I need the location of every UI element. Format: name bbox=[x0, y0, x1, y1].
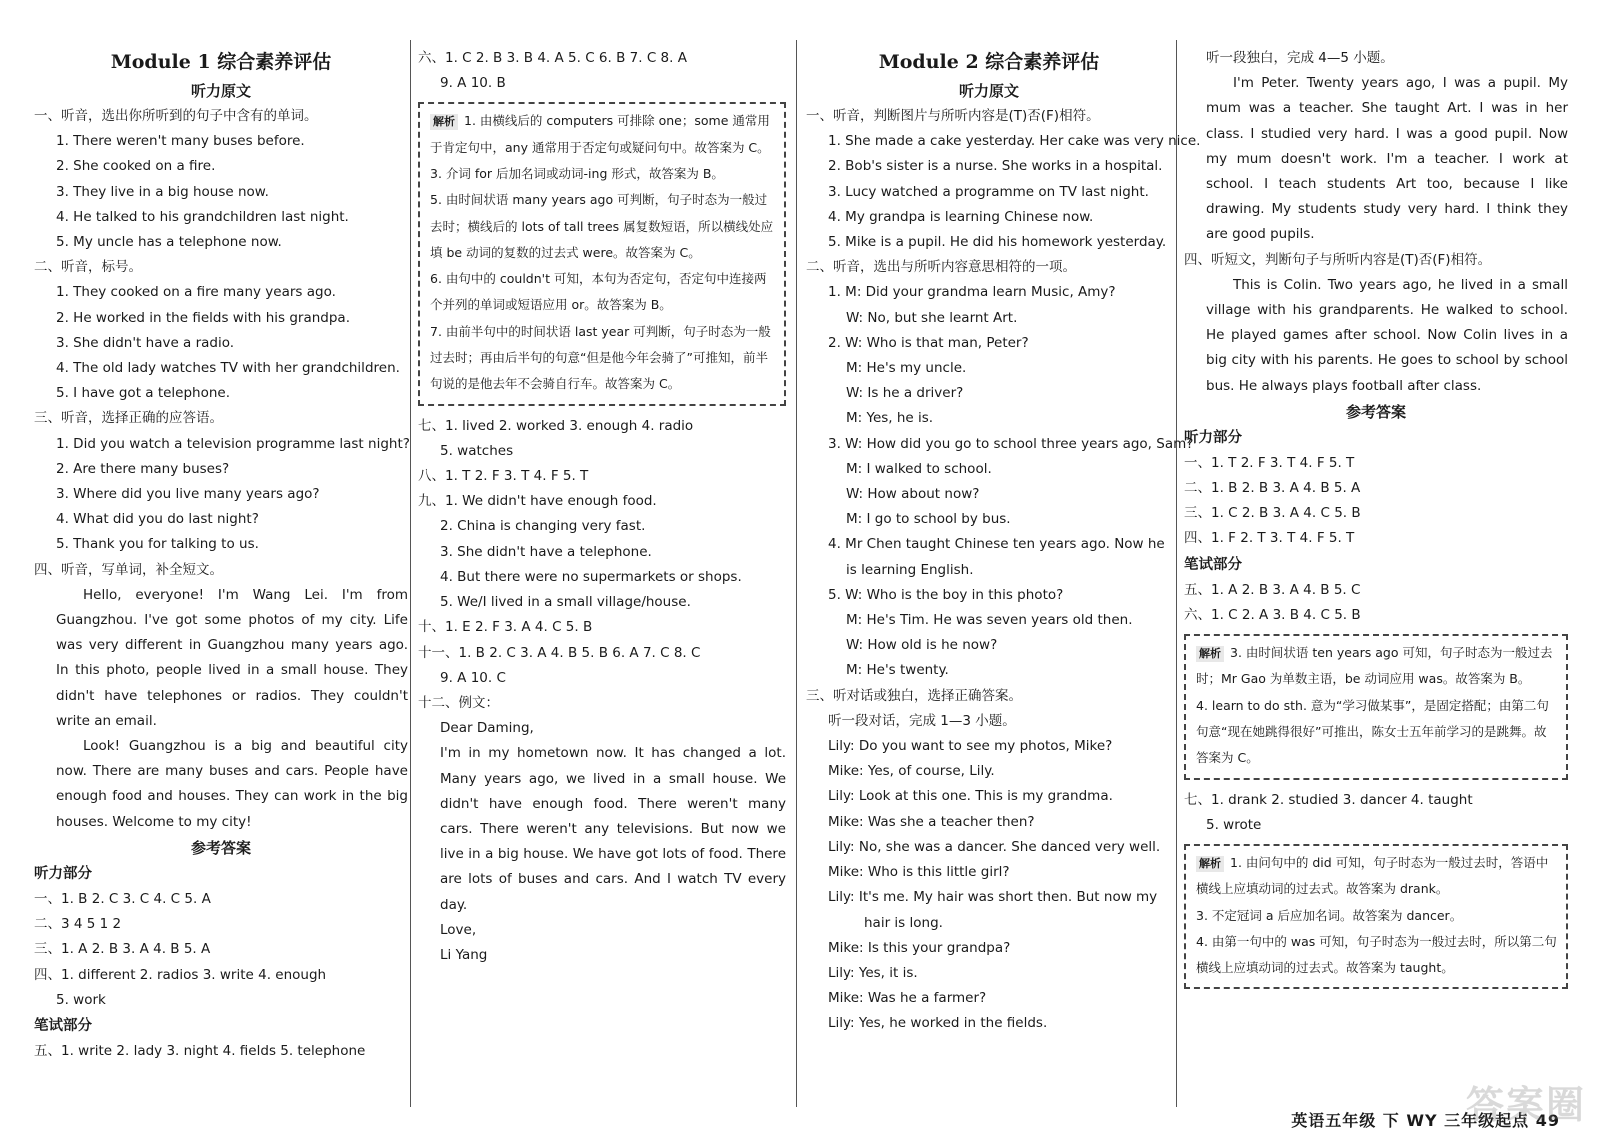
answer-line: 5. watches bbox=[440, 442, 514, 459]
script-line: is learning English. bbox=[846, 561, 974, 578]
listening-part-heading: 听力部分 bbox=[1184, 429, 1242, 446]
module1-title: Module 1 综合素养评估 bbox=[110, 51, 332, 73]
answer-line: 5. We/I lived in a small village/house. bbox=[440, 594, 691, 611]
dialogue-line: Lily: Yes, he worked in the fields. bbox=[828, 1015, 1048, 1032]
letter-body: I'm in my hometown now. It has changed a lot. Many years ago, we lived in a small house. We didn't have enough food. There weren't many cars. There weren't any televisions. But now we live in a big house. We have got lots of food. There are lots of buses and cars. And I watch TV every day. bbox=[440, 745, 786, 913]
answer-line: 七、1. lived 2. worked 3. enough 4. radio bbox=[418, 417, 694, 434]
explanation-item: 解析 1. 由问句中的 did 可知，句子时态为一般过去时，答语中横线上应填动词的过去式。故答案为 drank。 bbox=[1196, 854, 1549, 897]
column-module2-answers bbox=[1184, 46, 1568, 997]
script-line: 4. My grandpa is learning Chinese now. bbox=[828, 208, 1094, 225]
answer-line: 三、1. A 2. B 3. A 4. B 5. A bbox=[34, 941, 211, 958]
script-line: 2. She cooked on a fire. bbox=[56, 158, 216, 175]
answer-line: 9. A 10. C bbox=[440, 669, 506, 686]
answer-line: 八、1. T 2. F 3. T 4. F 5. T bbox=[418, 468, 589, 485]
passage-paragraph: This is Colin. Two years ago, he lived in a small village with his grandparents. He walked to school. He played games after school. Now Colin lives in a big city with his parents. He goes to school by school bus. He always plays football after class. bbox=[1206, 276, 1568, 394]
explanation-item: 3. 介词 for 后加名词或动词-ing 形式，故答案为 B。 bbox=[430, 166, 724, 181]
column-module1-listening bbox=[34, 46, 408, 1064]
script-line: 4. What did you do last night? bbox=[56, 511, 259, 528]
answer-line: 二、1. B 2. B 3. A 4. B 5. A bbox=[1184, 480, 1361, 497]
script-line: 5. Thank you for talking to us. bbox=[56, 536, 259, 553]
page-footer: 英语五年级 下 WY 三年级起点 49 bbox=[1291, 1111, 1560, 1130]
explanation-item: 4. learn to do sth. 意为“学习做某事”，是固定搭配；由第二句句意“现在她跳得很好”可推出，陈女士五年前学习的是跳舞。故答案为 C。 bbox=[1196, 697, 1549, 766]
dialogue-line: hair is long. bbox=[864, 914, 943, 931]
letter-closing: Love, bbox=[440, 921, 477, 938]
explanation-tag: 解析 bbox=[1196, 856, 1224, 872]
letter-greeting: Dear Daming, bbox=[440, 720, 534, 737]
explanation-box bbox=[1184, 634, 1568, 779]
answer-line: 六、1. C 2. A 3. B 4. C 5. B bbox=[1184, 606, 1361, 623]
answer-line: 2. China is changing very fast. bbox=[440, 518, 646, 535]
script-line: 5. I have got a telephone. bbox=[56, 385, 231, 402]
explanation-item: 3. 不定冠词 a 后应加名词。故答案为 dancer。 bbox=[1196, 907, 1463, 923]
dialogue-line: Mike: Was he a farmer? bbox=[828, 990, 987, 1007]
explanation-item: 解析 3. 由时间状语 ten years ago 可知，句子时态为一般过去时；Mr Gao 为单数主语，be 动词应用 was。故答案为 B。 bbox=[1196, 645, 1553, 687]
answers-title: 参考答案 bbox=[190, 838, 251, 857]
script-line: 5. Mike is a pupil. He did his homework yesterday. bbox=[828, 234, 1167, 251]
answer-line: 四、1. different 2. radios 3. write 4. enough bbox=[34, 966, 327, 983]
listening-part-heading: 听力部分 bbox=[34, 865, 92, 882]
dialogue-line: M: Yes, he is. bbox=[846, 410, 934, 427]
passage-paragraph: I'm Peter. Twenty years ago, I was a pupil. My mum was a teacher. She taught Art. I was in her class. I studied very hard. I was a good pupil. Now my mum doesn't work. I'm a teacher. I work at school. I teach students Art too, because I like drawing. My students study very hard. I think they are good pupils. bbox=[1206, 75, 1568, 243]
answers-title: 参考答案 bbox=[1345, 402, 1406, 421]
answer-line: 5. work bbox=[56, 991, 106, 1008]
column-divider bbox=[410, 40, 411, 1107]
answer-line: 二、3 4 5 1 2 bbox=[34, 916, 122, 933]
section-heading: 三、听对话或独白，选择正确答案。 bbox=[806, 687, 1022, 704]
answer-line: 七、1. drank 2. studied 3. dancer 4. taught bbox=[1184, 791, 1473, 808]
dialogue-line: Mike: Is this your grandpa? bbox=[828, 939, 1011, 956]
listening-script-heading: 听力原文 bbox=[958, 82, 1019, 100]
dialogue-line: Lily: Look at this one. This is my grandma. bbox=[828, 788, 1113, 805]
answer-line: 3. She didn't have a telephone. bbox=[440, 543, 652, 560]
explanation-box bbox=[1184, 844, 1568, 989]
explanation-tag: 解析 bbox=[430, 114, 458, 130]
answer-line: 五、1. write 2. lady 3. night 4. fields 5. telephone bbox=[34, 1042, 366, 1059]
answer-line: 十二、例文： bbox=[418, 694, 499, 711]
script-line: 2. He worked in the fields with his grandpa. bbox=[56, 309, 350, 326]
answer-line: 十一、1. B 2. C 3. A 4. B 5. B 6. A 7. C 8. C bbox=[418, 644, 701, 661]
answer-line: 九、1. We didn't have enough food. bbox=[418, 493, 657, 510]
script-line: 1. Did you watch a television programme last night? bbox=[56, 435, 410, 452]
column-module1-answers bbox=[418, 46, 786, 968]
script-line: 4. Mr Chen taught Chinese ten years ago. Now he bbox=[828, 536, 1165, 553]
explanation-item: 解析 1. 由横线后的 computers 可排除 one；some 通常用于肯定句中，any 通常用于否定句或疑问句中。故答案为 C。 bbox=[430, 113, 770, 155]
passage-paragraph: Hello, everyone! I'm Wang Lei. I'm from Guangzhou. I've got some photos of my city. Life was very different in Guangzhou many years ago. In this photo, people lived in a small house. They didn't have telephones or radios. They couldn't write an email. bbox=[56, 586, 408, 729]
section-heading: 三、听音，选择正确的应答语。 bbox=[34, 410, 223, 427]
column-module2-listening bbox=[806, 46, 1201, 1037]
section-heading: 一、听音，选出你所听到的句子中含有的单词。 bbox=[34, 108, 318, 124]
answer-line: 5. wrote bbox=[1206, 816, 1262, 833]
dialogue-line: 1. M: Did your grandma learn Music, Amy? bbox=[828, 284, 1116, 301]
written-part-heading: 笔试部分 bbox=[34, 1017, 92, 1034]
dialogue-line: M: He's twenty. bbox=[846, 662, 949, 679]
dialogue-line: M: He's Tim. He was seven years old then. bbox=[846, 612, 1133, 629]
answer-line: 十、1. E 2. F 3. A 4. C 5. B bbox=[418, 619, 593, 636]
dialogue-line: Mike: Who is this little girl? bbox=[828, 864, 1010, 881]
script-line: 2. Bob's sister is a nurse. She works in a hospital. bbox=[828, 158, 1163, 175]
section-heading: 四、听音，写单词，补全短文。 bbox=[34, 561, 223, 578]
dialogue-line: Mike: Yes, of course, Lily. bbox=[828, 763, 995, 780]
answer-line: 4. But there were no supermarkets or shops. bbox=[440, 568, 742, 585]
letter-signature: Li Yang bbox=[440, 946, 488, 963]
script-line: 4. The old lady watches TV with her grandchildren. bbox=[56, 360, 400, 377]
dialogue-line: 2. W: Who is that man, Peter? bbox=[828, 334, 1029, 351]
answer-line: 四、1. F 2. T 3. T 4. F 5. T bbox=[1184, 530, 1355, 547]
dialogue-line: M: He's my uncle. bbox=[846, 360, 967, 377]
explanation-item: 7. 由前半句中的时间状语 last year 可判断，句子时态为一般过去时；再由后半句的句意“但是他今年会骑了”可推知，前半句说的是他去年不会骑自行车。故答案为 C。 bbox=[430, 323, 771, 392]
answer-line: 一、1. B 2. C 3. C 4. C 5. A bbox=[34, 890, 211, 907]
dialogue-line: Lily: It's me. My hair was short then. But now my bbox=[828, 889, 1158, 906]
answer-line: 六、1. C 2. B 3. B 4. A 5. C 6. B 7. C 8. A bbox=[418, 50, 687, 66]
script-line: 5. My uncle has a telephone now. bbox=[56, 234, 282, 251]
explanation-box bbox=[418, 102, 786, 405]
explanation-item: 5. 由时间状语 many years ago 可判断，句子时态为一般过去时；横线后的 lots of tall trees 属复数短语，所以横线处应填 be 动词的复数的过去式 were。故答案为 C。 bbox=[430, 192, 774, 260]
column-divider bbox=[796, 40, 797, 1107]
section-heading: 二、听音，选出与所听内容意思相符的一项。 bbox=[806, 259, 1076, 276]
script-line: 3. She didn't have a radio. bbox=[56, 334, 235, 351]
script-line: 3. Where did you live many years ago? bbox=[56, 486, 320, 503]
dialogue-line: Lily: Do you want to see my photos, Mike? bbox=[828, 738, 1113, 755]
section-instruction: 听一段独白，完成 4—5 小题。 bbox=[1206, 50, 1394, 66]
answer-line: 三、1. C 2. B 3. A 4. C 5. B bbox=[1184, 505, 1361, 522]
section-heading: 一、听音，判断图片与所听内容是(T)否(F)相符。 bbox=[806, 108, 1100, 124]
answer-line: 9. A 10. B bbox=[440, 75, 506, 92]
dialogue-line: Lily: Yes, it is. bbox=[828, 964, 918, 981]
dialogue-line: M: I go to school by bus. bbox=[846, 511, 1011, 528]
written-part-heading: 笔试部分 bbox=[1184, 556, 1242, 573]
module2-title: Module 2 综合素养评估 bbox=[878, 51, 1100, 73]
dialogue-line: Lily: No, she was a dancer. She danced very well. bbox=[828, 838, 1161, 855]
dialogue-line: W: How old is he now? bbox=[846, 637, 998, 654]
script-line: 1. They cooked on a fire many years ago. bbox=[56, 284, 336, 301]
section-heading: 四、听短文，判断句子与所听内容是(T)否(F)相符。 bbox=[1184, 251, 1492, 268]
answer-line: 一、1. T 2. F 3. T 4. F 5. T bbox=[1184, 454, 1355, 471]
section-heading: 二、听音，标号。 bbox=[34, 259, 142, 276]
watermark-logo: 答案圈 bbox=[1465, 1083, 1586, 1127]
explanation-item: 6. 由句中的 couldn't 可知，本句为否定句，否定句中连接两个并列的单词或短语应用 or。故答案为 B。 bbox=[430, 271, 767, 313]
dialogue-line: W: No, but she learnt Art. bbox=[846, 309, 1018, 326]
answer-line: 五、1. A 2. B 3. A 4. B 5. C bbox=[1184, 581, 1361, 598]
explanation-item: 4. 由第一句中的 was 可知，句子时态为一般过去时，所以第二句横线上应填动词的过去式。故答案为 taught。 bbox=[1196, 933, 1557, 976]
script-line: 3. They live in a big house now. bbox=[56, 183, 269, 200]
script-line: 1. There weren't many buses before. bbox=[56, 133, 305, 150]
section-instruction: 听一段对话，完成 1—3 小题。 bbox=[828, 712, 1016, 729]
dialogue-line: W: Is he a driver? bbox=[846, 385, 964, 402]
dialogue-line: Mike: Was she a teacher then? bbox=[828, 813, 1035, 830]
script-line: 2. Are there many buses? bbox=[56, 460, 230, 477]
dialogue-line: 3. W: How did you go to school three years ago, Sam? bbox=[828, 435, 1194, 452]
script-line: 4. He talked to his grandchildren last night. bbox=[56, 208, 349, 225]
listening-script-heading: 听力原文 bbox=[190, 82, 251, 100]
column-divider bbox=[1176, 40, 1177, 1107]
dialogue-line: W: How about now? bbox=[846, 486, 980, 503]
dialogue-line: 5. W: Who is the boy in this photo? bbox=[828, 586, 1064, 603]
explanation-tag: 解析 bbox=[1196, 646, 1224, 662]
passage-paragraph: Look! Guangzhou is a big and beautiful city now. There are many buses and cars. People have enough food and houses. They can work in the big houses. Welcome to my city! bbox=[56, 738, 408, 830]
dialogue-line: M: I walked to school. bbox=[846, 460, 992, 477]
script-line: 3. Lucy watched a programme on TV last night. bbox=[828, 183, 1149, 200]
script-line: 1. She made a cake yesterday. Her cake was very nice. bbox=[828, 133, 1201, 150]
